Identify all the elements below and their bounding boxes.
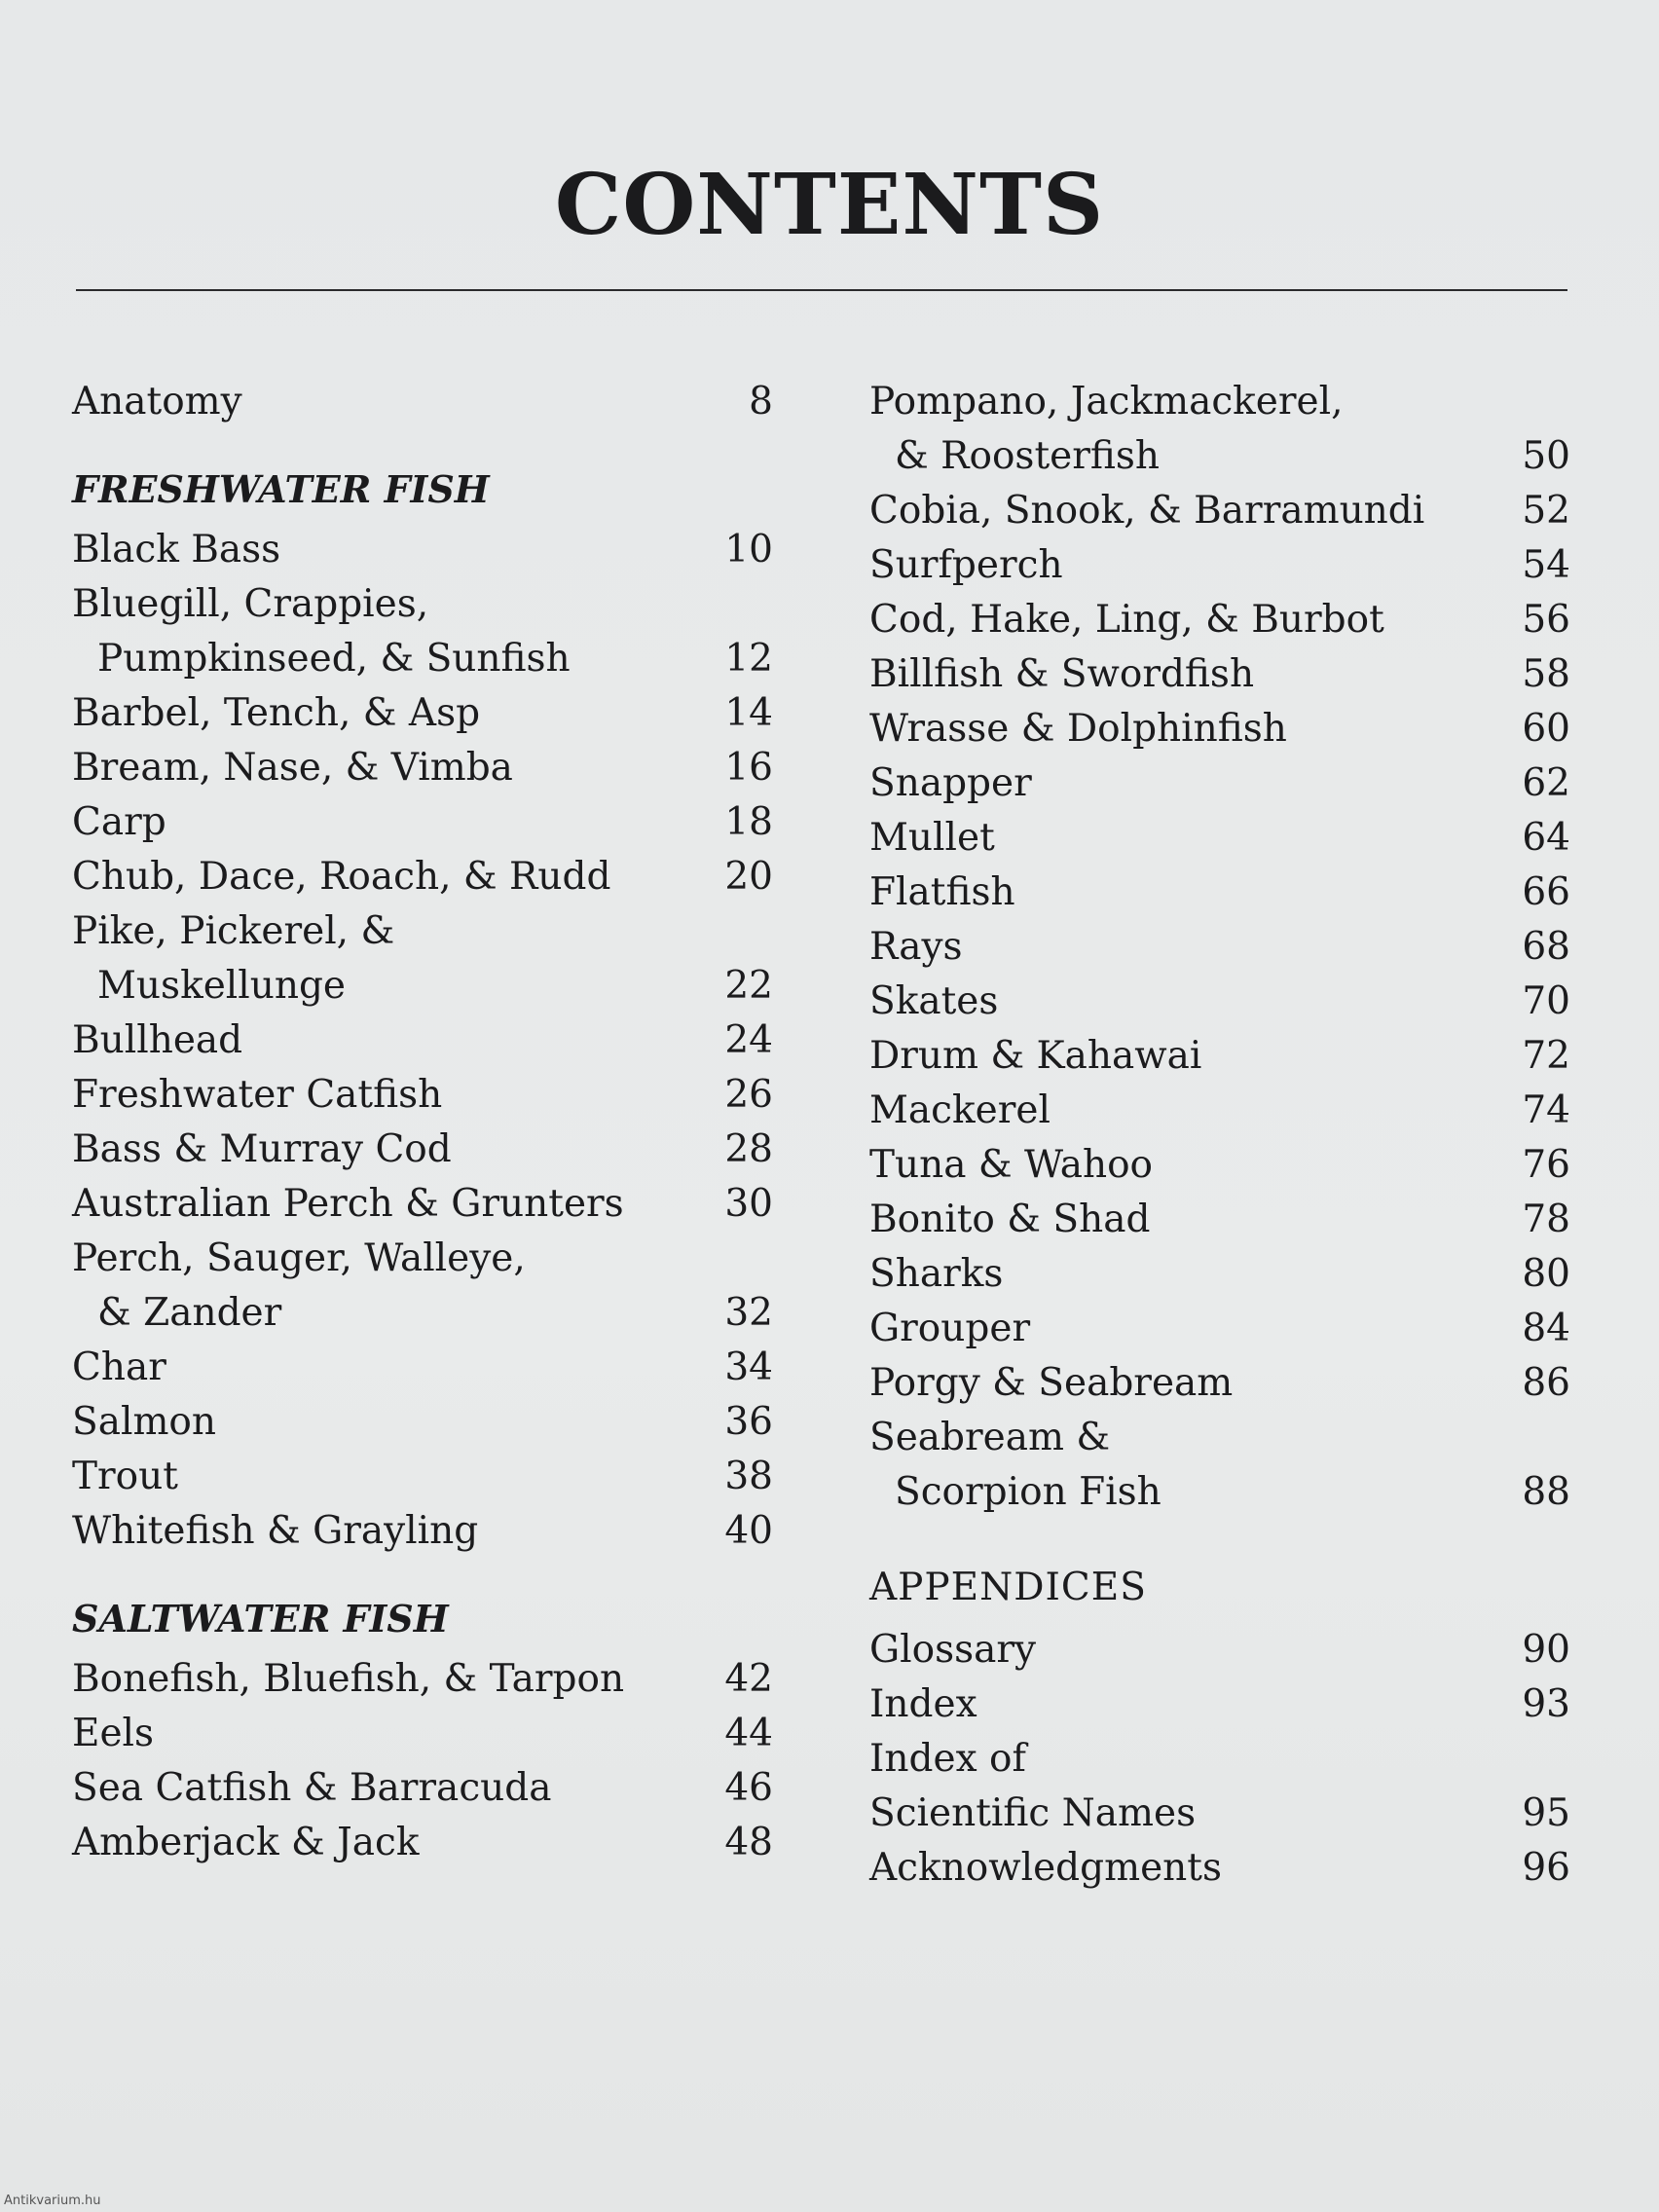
toc-entry-page: 74 [1522, 1088, 1570, 1132]
toc-entry-title: Sharks [869, 1252, 1004, 1296]
toc-entry-page: 46 [724, 1766, 773, 1810]
toc-entry[interactable] [72, 795, 773, 850]
toc-entry-title: Pompano, Jackmackerel, [869, 380, 1344, 424]
toc-entry-page: 70 [1522, 979, 1570, 1023]
toc-entry-title: Salmon [72, 1400, 217, 1444]
toc-entry-page: 10 [724, 528, 773, 571]
toc-entry-title: Mackerel [869, 1088, 1051, 1132]
toc-entry-title: Sea Catfish & Barracuda [72, 1766, 552, 1810]
saltwater-list [72, 1652, 773, 1870]
toc-entry-page: 24 [724, 1018, 773, 1062]
toc-entry[interactable] [72, 577, 773, 686]
toc-entry-page: 44 [724, 1712, 773, 1755]
toc-entry-page: 36 [724, 1400, 773, 1444]
toc-entry[interactable] [869, 1302, 1570, 1356]
toc-entry[interactable] [869, 1084, 1570, 1138]
toc-entry-page: 64 [1522, 816, 1570, 860]
toc-entry-title: Acknowledgments [869, 1846, 1222, 1890]
toc-entry-page: 42 [724, 1657, 773, 1701]
contents-column-right [869, 375, 1570, 1896]
toc-entry-title: Black Bass [72, 528, 281, 571]
toc-entry-title: Muskellunge [97, 964, 347, 1008]
toc-entry[interactable] [869, 756, 1570, 811]
intro-list [72, 375, 773, 429]
toc-entry-title: Perch, Sauger, Walleye, [72, 1236, 526, 1280]
toc-entry[interactable] [72, 1816, 773, 1870]
toc-entry-title: & Roosterfish [895, 434, 1160, 478]
toc-entry[interactable] [869, 1193, 1570, 1247]
toc-entry-title: Bonito & Shad [869, 1198, 1151, 1241]
toc-entry-page: 54 [1522, 543, 1570, 587]
toc-entry-page: 72 [1522, 1034, 1570, 1078]
toc-entry[interactable] [869, 866, 1570, 920]
toc-entry[interactable] [869, 375, 1570, 484]
toc-entry[interactable] [72, 1707, 773, 1761]
toc-entry-page: 52 [1522, 489, 1570, 533]
toc-entry-page: 18 [724, 800, 773, 844]
toc-entry[interactable] [72, 1232, 773, 1341]
toc-entry-page: 40 [724, 1509, 773, 1553]
watermark: Antikvarium.hu [4, 2194, 101, 2208]
toc-entry-page: 90 [1522, 1628, 1570, 1672]
toc-entry-page: 30 [724, 1182, 773, 1226]
toc-entry[interactable] [72, 1761, 773, 1816]
toc-entry-title: Index of [869, 1737, 1026, 1781]
toc-entry-title: Snapper [869, 761, 1032, 805]
toc-entry-title: Scorpion Fish [895, 1470, 1161, 1514]
toc-entry[interactable] [869, 647, 1570, 702]
toc-entry-title: Cobia, Snook, & Barramundi [869, 489, 1425, 533]
toc-entry[interactable] [72, 1177, 773, 1232]
toc-entry-title: Wrasse & Dolphinfish [869, 707, 1287, 751]
toc-entry-title: Bluegill, Crappies, [72, 582, 429, 626]
toc-entry-title: Skates [869, 979, 999, 1023]
toc-entry-title: & Zander [97, 1291, 282, 1335]
toc-entry-title: Cod, Hake, Ling, & Burbot [869, 598, 1384, 642]
toc-entry-title: Index [869, 1682, 977, 1726]
toc-entry[interactable] [869, 811, 1570, 866]
section-heading-freshwater: FRESHWATER FISH [72, 467, 490, 511]
toc-entry[interactable] [72, 1652, 773, 1707]
toc-entry-title: Chub, Dace, Roach, & Rudd [72, 855, 611, 899]
toc-entry-title: Grouper [869, 1307, 1031, 1350]
toc-entry-page: 68 [1522, 925, 1570, 969]
toc-entry-page: 78 [1522, 1198, 1570, 1241]
toc-entry[interactable] [72, 1014, 773, 1068]
toc-entry-page: 16 [724, 746, 773, 790]
toc-entry[interactable] [869, 1356, 1570, 1411]
toc-entry[interactable] [869, 1732, 1570, 1841]
toc-entry-page: 96 [1522, 1846, 1570, 1890]
toc-entry-title: Bream, Nase, & Vimba [72, 746, 513, 790]
toc-entry-page: 8 [749, 380, 773, 424]
toc-entry[interactable] [72, 1450, 773, 1504]
toc-entry[interactable] [869, 1029, 1570, 1084]
toc-entry-title: Anatomy [72, 380, 242, 424]
toc-entry-page: 76 [1522, 1143, 1570, 1187]
toc-entry[interactable] [869, 1623, 1570, 1677]
toc-entry[interactable] [869, 1841, 1570, 1896]
toc-entry-page: 14 [724, 691, 773, 735]
toc-entry-title: Rays [869, 925, 963, 969]
toc-entry[interactable] [869, 1677, 1570, 1732]
toc-entry-title: Whitefish & Grayling [72, 1509, 479, 1553]
toc-entry[interactable] [869, 593, 1570, 647]
toc-entry-title: Scientific Names [869, 1791, 1197, 1835]
toc-entry-page: 86 [1522, 1361, 1570, 1405]
toc-entry-page: 12 [724, 637, 773, 681]
toc-entry-page: 20 [724, 855, 773, 899]
toc-entry-page: 34 [724, 1346, 773, 1389]
toc-entry[interactable] [72, 1504, 773, 1559]
page-title: CONTENTS [554, 156, 1105, 254]
toc-entry-title: Glossary [869, 1628, 1037, 1672]
toc-entry[interactable] [72, 375, 773, 429]
toc-entry-page: 84 [1522, 1307, 1570, 1350]
toc-entry[interactable] [72, 1395, 773, 1450]
toc-entry-title: Flatfish [869, 870, 1015, 914]
toc-entry-page: 80 [1522, 1252, 1570, 1296]
toc-entry-title: Bonefish, Bluefish, & Tarpon [72, 1657, 625, 1701]
toc-entry[interactable] [72, 741, 773, 795]
toc-entry-page: 26 [724, 1073, 773, 1117]
toc-entry-title: Pike, Pickerel, & [72, 909, 395, 953]
toc-entry-title: Eels [72, 1712, 155, 1755]
toc-entry-title: Surfperch [869, 543, 1063, 587]
toc-entry-page: 56 [1522, 598, 1570, 642]
toc-entry-title: Seabream & [869, 1416, 1111, 1459]
toc-entry[interactable] [869, 975, 1570, 1029]
toc-entry[interactable] [869, 702, 1570, 756]
toc-entry-title: Tuna & Wahoo [869, 1143, 1154, 1187]
freshwater-list [72, 523, 773, 1559]
section-heading-saltwater: SALTWATER FISH [72, 1597, 449, 1641]
toc-entry-title: Drum & Kahawai [869, 1034, 1202, 1078]
toc-entry-page: 32 [724, 1291, 773, 1335]
toc-entry-title: Carp [72, 800, 166, 844]
toc-entry-title: Freshwater Catfish [72, 1073, 443, 1117]
toc-entry[interactable] [869, 920, 1570, 975]
toc-entry-title: Mullet [869, 816, 995, 860]
toc-entry-page: 38 [724, 1455, 773, 1498]
toc-entry-page: 62 [1522, 761, 1570, 805]
contents-column-left [72, 375, 773, 1870]
toc-entry-title: Barbel, Tench, & Asp [72, 691, 481, 735]
toc-entry-page: 93 [1522, 1682, 1570, 1726]
toc-entry-title: Australian Perch & Grunters [72, 1182, 624, 1226]
toc-entry[interactable] [869, 538, 1570, 593]
toc-entry[interactable] [72, 1123, 773, 1177]
toc-entry-page: 48 [724, 1821, 773, 1864]
toc-entry[interactable] [72, 523, 773, 577]
saltwater-continued-list [869, 375, 1570, 1520]
toc-entry-title: Bullhead [72, 1018, 243, 1062]
toc-entry-page: 95 [1522, 1791, 1570, 1835]
toc-entry-page: 60 [1522, 707, 1570, 751]
toc-entry-title: Pumpkinseed, & Sunfish [97, 637, 571, 681]
toc-entry-page: 66 [1522, 870, 1570, 914]
toc-entry-page: 28 [724, 1127, 773, 1171]
toc-entry-page: 58 [1522, 652, 1570, 696]
toc-entry[interactable] [869, 484, 1570, 538]
toc-entry-title: Porgy & Seabream [869, 1361, 1234, 1405]
toc-entry[interactable] [869, 1138, 1570, 1193]
toc-entry[interactable] [869, 1247, 1570, 1302]
toc-entry[interactable] [72, 904, 773, 1014]
toc-entry[interactable] [72, 1068, 773, 1123]
toc-entry[interactable] [72, 1341, 773, 1395]
toc-entry-title: Amberjack & Jack [72, 1821, 420, 1864]
toc-entry-title: Trout [72, 1455, 178, 1498]
toc-entry-title: Char [72, 1346, 166, 1389]
title-divider [76, 289, 1567, 291]
toc-entry[interactable] [72, 850, 773, 904]
toc-entry-page: 88 [1522, 1470, 1570, 1514]
toc-entry-page: 50 [1522, 434, 1570, 478]
toc-entry[interactable] [72, 686, 773, 741]
toc-entry-page: 22 [724, 964, 773, 1008]
section-heading-appendices: APPENDICES [869, 1566, 1147, 1609]
toc-entry-title: Billfish & Swordfish [869, 652, 1255, 696]
toc-entry[interactable] [869, 1411, 1570, 1520]
appendices-list [869, 1623, 1570, 1896]
toc-entry-title: Bass & Murray Cod [72, 1127, 452, 1171]
